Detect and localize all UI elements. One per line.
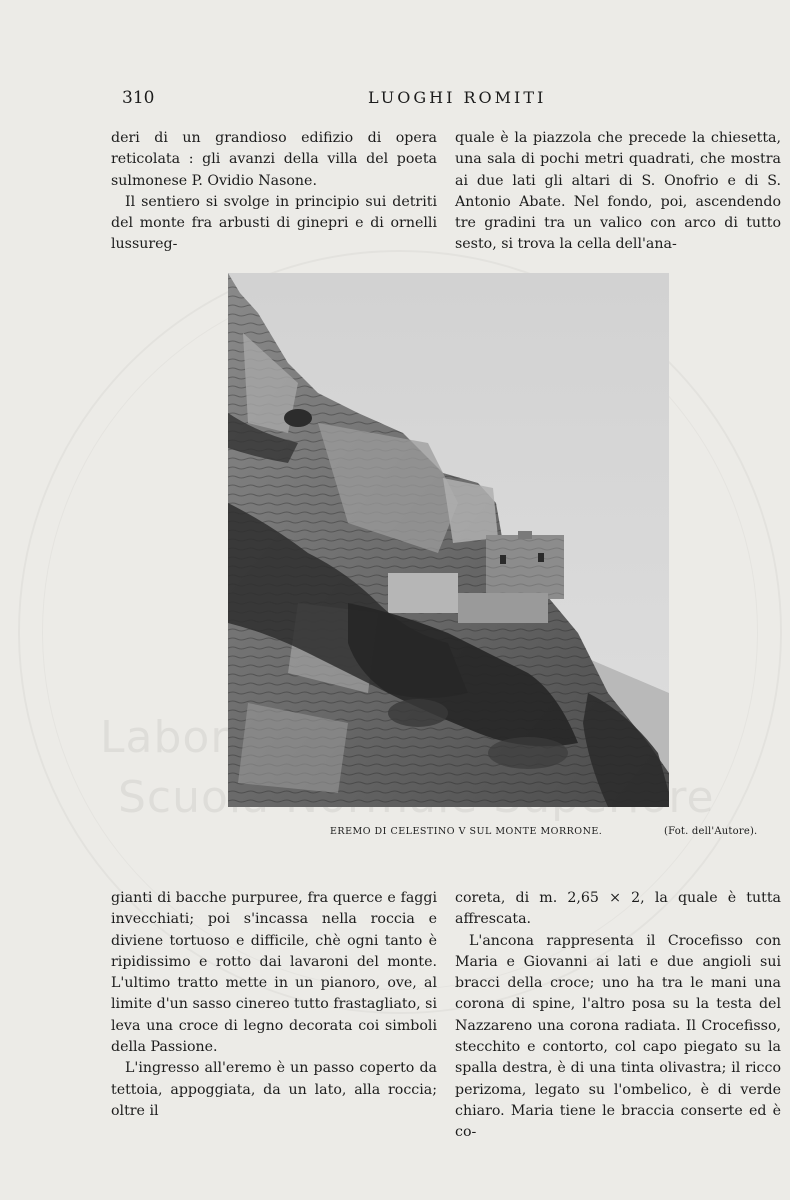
column-bottom-right — [455, 888, 781, 1144]
column-top-left — [111, 128, 437, 256]
hermitage-photograph — [228, 273, 669, 807]
paragraph: L'ancona rappresenta il Crocefisso con Maria e Giovanni ai lati e due angioli sui bracci della croce; uno ha tra le mani una corona di spine, l'altro posa su la testa del Nazzareno una corona radiata. Il Crocefisso, stecchito e contorto, col capo piegato su la spalla destra, è di una tinta olivastra; il ricco perizoma, legato su l'ombelico, è di verde chiaro. Maria tiene le braccia conserte ed è co- — [455, 932, 781, 1141]
page-number: 310 — [122, 88, 155, 108]
running-title: LUOGHI ROMITI — [368, 88, 547, 107]
paragraph: gianti di bacche purpuree, fra querce e faggi invecchiati; poi s'incassa nella roccia e diviene tortuoso e difficile, chè ogni tanto è ripidissimo e rotto dai lavaroni del monte. L'ultimo tratto mette in un pianoro, ove, al limite d'un sasso cinereo tutto frastagliato, si leva una croce di legno decorata coi simboli della Passione. — [111, 890, 437, 1056]
paragraph: quale è la piazzola che precede la chiesetta, una sala di pochi metri quadrati, che mostra ai due lati gli altari di S. Onofrio e di S. Antonio Abate. Nel fondo, poi, ascendendo tre gradini tra un valico con arco di tutto sesto, si trova la cella dell'ana- — [455, 130, 781, 253]
paragraph: Il sentiero si svolge in principio sui detriti del monte fra arbusti di ginepri e di ornelli lussureg- — [111, 193, 437, 253]
paragraph: deri di un grandioso edifizio di opera reticolata : gli avanzi della villa del poeta sulmonese P. Ovidio Nasone. — [111, 130, 437, 189]
watermark-text-line2: Scuola — [118, 772, 271, 823]
photo-caption: EREMO DI CELESTINO V SUL MONTE MORRONE. — [330, 826, 603, 837]
page-header — [110, 88, 780, 112]
photo-credit: (Fot. dell'Autore). — [664, 826, 758, 837]
paragraph: L'ingresso all'eremo è un passo coperto da tettoia, appoggiata, da un lato, alla roccia; oltre il — [111, 1060, 437, 1119]
photo-illustration — [228, 273, 669, 807]
column-top-right — [455, 128, 781, 256]
column-bottom-left — [111, 888, 437, 1122]
paragraph: coreta, di m. 2,65 × 2, la quale è tutta affrescata. — [455, 890, 781, 928]
